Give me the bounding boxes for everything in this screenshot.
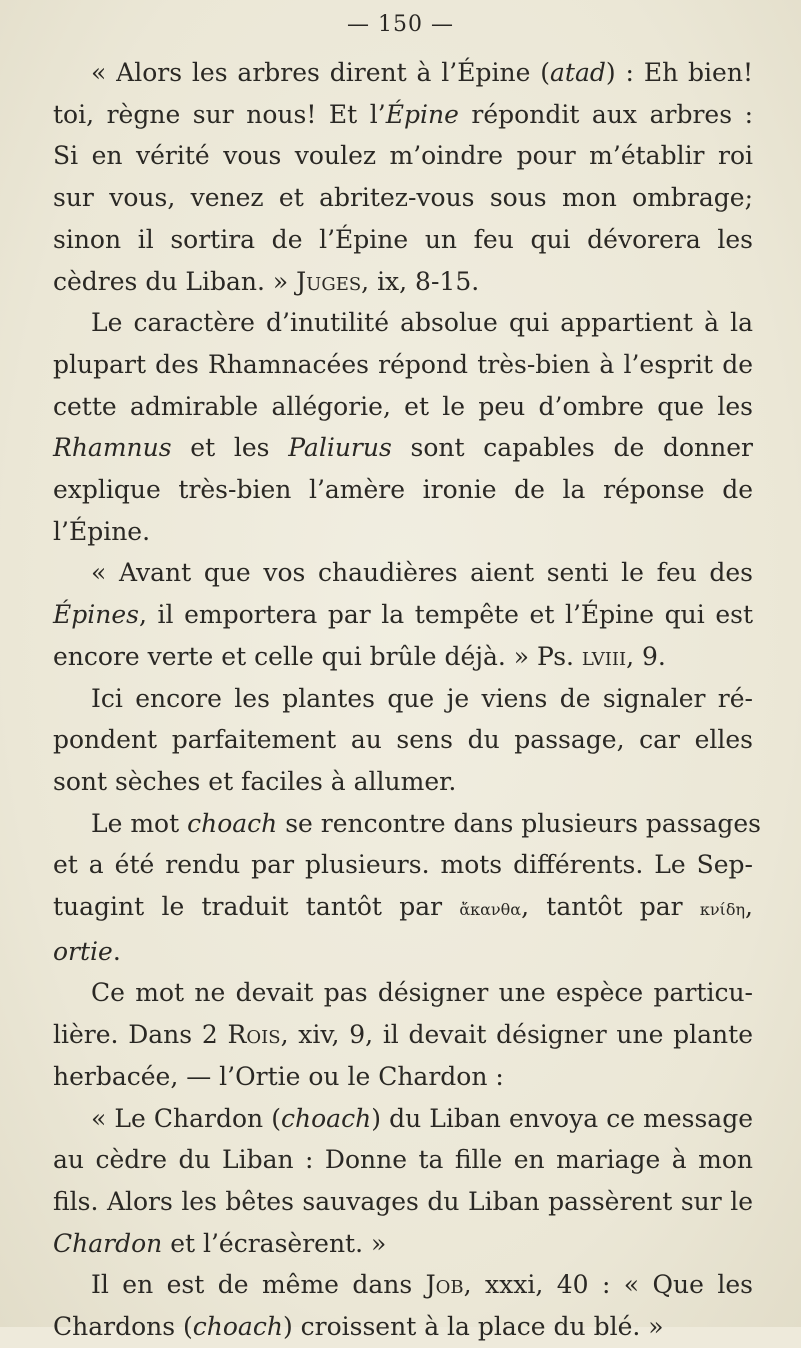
text-line: « Le Chardon (choach) du Liban envoya ce message	[91, 1103, 753, 1133]
text-line: encore verte et celle qui brûle déjà. » Ps. lviii, 9.	[53, 641, 666, 671]
page-number: — 150 —	[347, 12, 454, 37]
text-line: Épines, il emportera par la tempête et l’Épine qui est	[53, 600, 753, 630]
text-line: Rhamnus et les Paliurus sont capables de donner	[53, 433, 753, 463]
text-line: Il en est de même dans Job, xxxi, 40 : « Que les	[91, 1270, 753, 1300]
paragraph	[53, 803, 761, 973]
text-line: au cèdre du Liban : Donne ta fille en mariage à mon	[53, 1145, 753, 1175]
italic-term: choach	[187, 808, 278, 838]
text-line: plupart des Rhamnacées répond très-bien à l’esprit de	[53, 349, 753, 379]
italic-term: ortie	[53, 936, 113, 966]
text-line: pondent parfaitement au sens du passage, car elles	[53, 725, 753, 755]
text-line: herbacée, — l’Ortie ou le Chardon :	[53, 1061, 504, 1091]
paragraph	[53, 552, 753, 677]
text-line: lière. Dans 2 Rois, xiv, 9, il devait désigner une plante	[53, 1020, 753, 1050]
italic-term: Chardon	[53, 1228, 163, 1258]
text-line: Ici encore les plantes que je viens de signaler ré-	[91, 683, 753, 713]
italic-term: Rhamnus	[53, 433, 172, 463]
paragraph	[53, 302, 753, 552]
text-line: et a été rendu par plusieurs. mots différents. Le Sep-	[53, 850, 753, 880]
italic-term: Épine	[385, 99, 459, 129]
italic-term: choach	[192, 1312, 283, 1342]
greek-word: ἄκανθα	[459, 900, 522, 920]
text-line: fils. Alors les bêtes sauvages du Liban passèrent sur le	[53, 1186, 753, 1216]
text-line: sur vous, venez et abritez-vous sous mon ombrage;	[53, 183, 753, 213]
text-line: cèdres du Liban. » Juges, ix, 8-15.	[53, 266, 480, 296]
text-line: « Alors les arbres dirent à l’Épine (atad) : Eh bien!	[91, 58, 753, 87]
text-line: ortie.	[53, 936, 121, 966]
small-caps-reference: Job	[425, 1270, 464, 1300]
small-caps-reference: Rois	[227, 1020, 281, 1050]
text-line: Si en vérité vous voulez m’oindre pour m’établir roi	[53, 141, 753, 171]
text-line: Ce mot ne devait pas désigner une espèce particu-	[91, 978, 753, 1008]
italic-term: Épines	[53, 600, 139, 630]
text-line: Le caractère d’inutilité absolue qui appartient à la	[91, 308, 753, 338]
italic-term: Paliurus	[288, 433, 392, 463]
text-line: Le mot choach se rencontre dans plusieurs passages	[91, 808, 761, 838]
paragraph	[53, 1264, 753, 1347]
text-line: cette admirable allégorie, et le peu d’ombre que les	[53, 391, 753, 421]
text-line: Chardon et l’écrasèrent. »	[53, 1228, 387, 1258]
text-line: l’Épine.	[53, 516, 151, 546]
text-line: Chardons (choach) croissent à la place du blé. »	[53, 1312, 664, 1342]
text-line: explique très-bien l’amère ironie de la réponse de	[53, 475, 753, 505]
text-line: sinon il sortira de l’Épine un feu qui dévorera les	[53, 224, 753, 254]
text-line: tuagint le traduit tantôt par ἄκανθα, tantôt par κνίδη,	[53, 892, 753, 922]
paragraph	[53, 52, 753, 302]
small-caps-reference: Juges	[296, 266, 362, 296]
text-line: sont sèches et faciles à allumer.	[53, 766, 457, 796]
italic-term: choach	[281, 1103, 372, 1133]
paragraph	[53, 972, 753, 1097]
paragraph	[53, 678, 753, 803]
small-caps-reference: lviii	[581, 641, 627, 671]
body-text	[53, 52, 761, 1348]
greek-word: κνίδη	[699, 900, 746, 920]
text-line: toi, règne sur nous! Et l’Épine répondit aux arbres :	[53, 99, 754, 129]
paragraph	[53, 1098, 753, 1265]
italic-term: atad	[550, 58, 606, 87]
text-line: « Avant que vos chaudières aient senti le feu des	[91, 558, 753, 588]
